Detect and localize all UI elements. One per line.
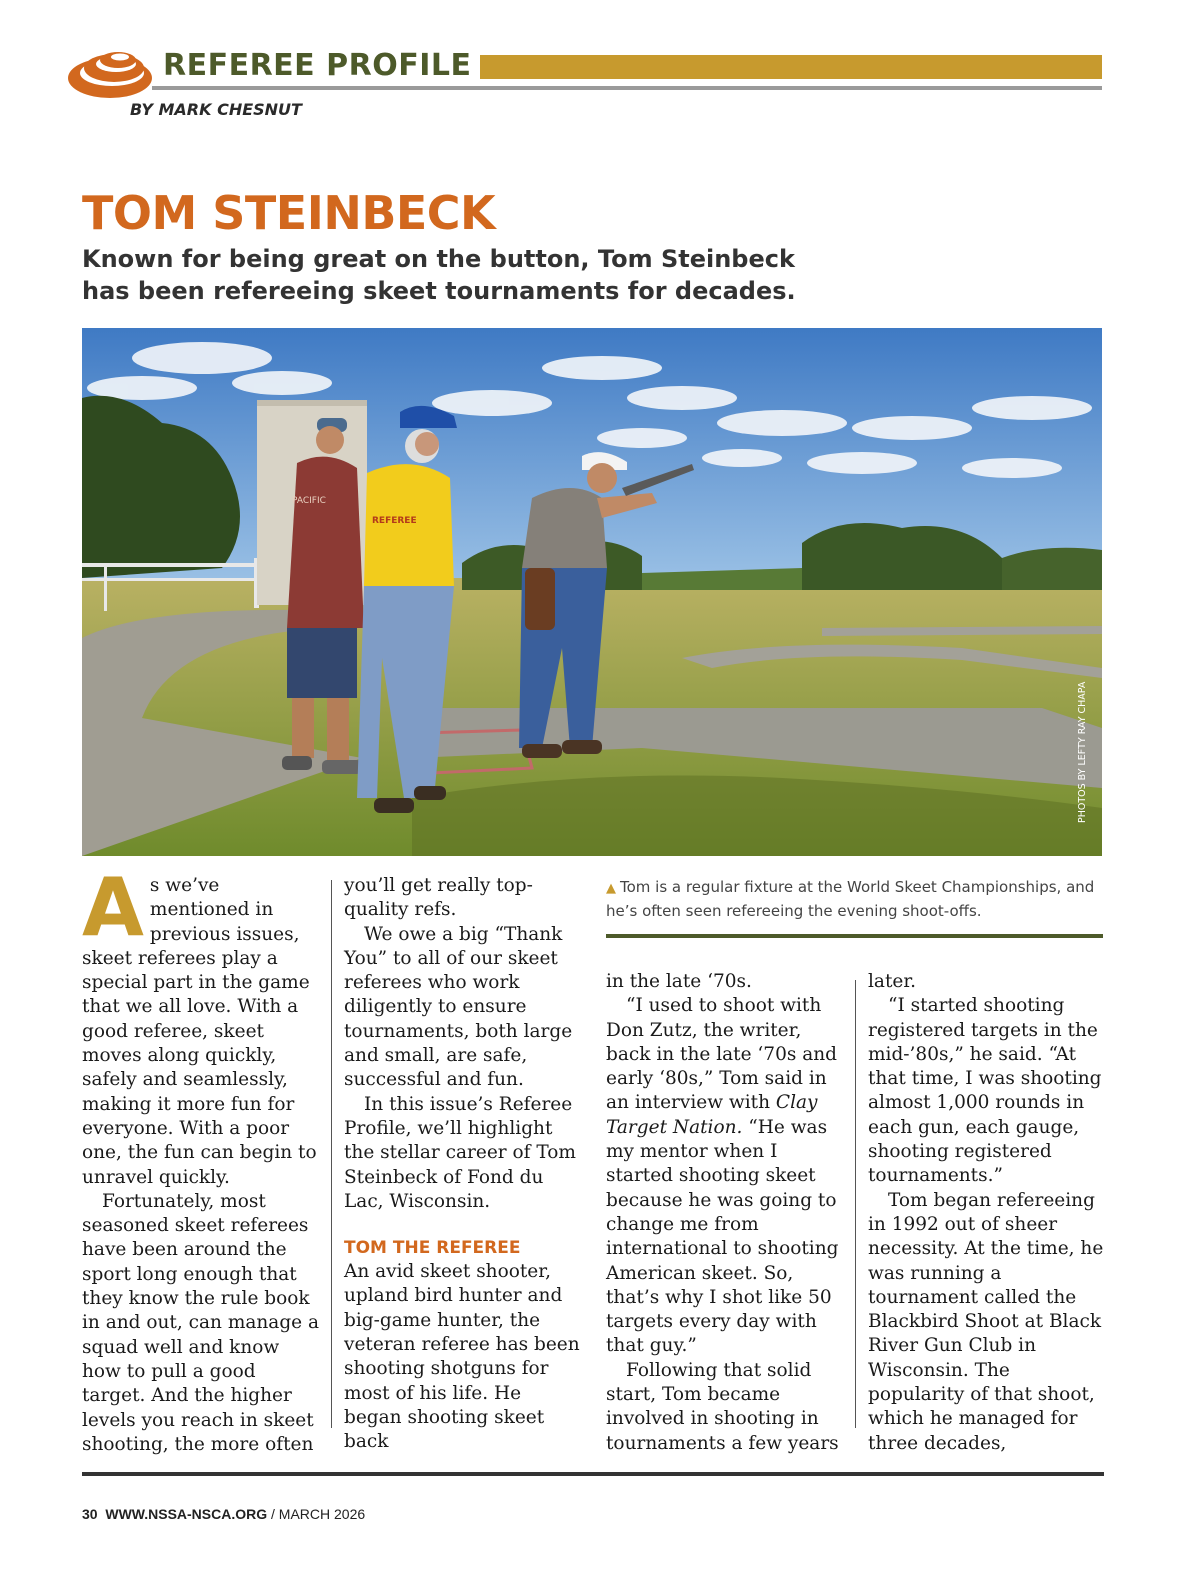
footer-rule xyxy=(82,1472,1104,1476)
body-paragraph: As we’ve mentioned in previous issues, skeet referees play a special part in the game that we all love. With a good referee, skeet moves along quickly, safely and seamlessly, making it more fun for everyone. With a poor one, the fun can begin to unravel quickly. xyxy=(82,861,317,1188)
subhead: TOM THE REFEREE xyxy=(344,1238,521,1259)
column-divider xyxy=(855,980,856,1428)
section-title: REFEREE PROFILE xyxy=(163,48,472,83)
body-paragraph: We owe a big “Thank You” to all of our skeet referees who work diligently to ensure tournaments, both large and small, are safe, successful and fun. xyxy=(344,923,573,1091)
body-paragraph: Tom began refereeing in 1992 out of sheer necessity. At the time, he was running a tournament called the Blackbird Shoot at Black River Gun Club in Wisconsin. The popularity of that shoot, which he managed for three decades, xyxy=(868,1189,1104,1454)
body-paragraph: in the late ‘70s. xyxy=(606,971,752,992)
body-column-2 xyxy=(344,874,582,1455)
svg-text:REFEREE: REFEREE xyxy=(372,516,417,526)
issue-date: / MARCH 2026 xyxy=(271,1506,366,1522)
body-paragraph: Following that solid start, Tom became involved in shooting in tournaments a few years xyxy=(606,1359,839,1454)
body-paragraph: Fortunately, most seasoned skeet referees have been around the sport long enough that they know the rule book in and out, can manage a squad well and know how to pull a good target. And the higher levels you reach in skeet shooting, the more often xyxy=(82,1190,320,1455)
article-headline: TOM STEINBECK xyxy=(82,186,496,240)
drop-cap: A xyxy=(82,861,144,954)
article-deck: Known for being great on the button, Tom Steinbeck has been refereeing skeet tournaments for decades. xyxy=(82,245,796,305)
footer-url[interactable]: WWW.NSSA-NSCA.ORG xyxy=(105,1506,268,1522)
caption-text: Tom is a regular fixture at the World Skeet Championships, and he’s often seen refereeing the evening shoot-offs. xyxy=(606,878,1095,920)
header-rule xyxy=(152,86,1102,90)
caption-rule xyxy=(606,934,1103,938)
clay-target-logo xyxy=(66,40,156,104)
skeet-field-photo xyxy=(82,328,1102,856)
body-column-3 xyxy=(606,970,844,1456)
photo-caption xyxy=(606,876,1102,922)
photo-credit: PHOTOS BY LEFTY RAY CHAPA xyxy=(1077,681,1088,823)
body-paragraph: “I started shooting registered targets in the mid-’80s,” he said. “At that time, I was shooting almost 1,000 rounds in each gun, each gauge, shooting registered tournaments.” xyxy=(868,995,1102,1187)
body-paragraph: “I used to shoot with Don Zutz, the writer, back in the late ‘70s and early ‘80s,” Tom said in an interview with Clay Target Nation. “He was my mentor when I started shooting skeet because he was going to change me from international to shooting American skeet. So, that’s why I shot like 50 targets every day with that guy.” xyxy=(606,995,839,1357)
svg-text:PACIFIC: PACIFIC xyxy=(292,496,326,506)
header-gold-bar xyxy=(480,55,1102,79)
column-divider xyxy=(331,880,332,1428)
body-paragraph: you’ll get really top-quality refs. xyxy=(344,875,533,921)
page-footer xyxy=(82,1506,365,1522)
body-paragraph: later. xyxy=(868,971,917,992)
body-column-1 xyxy=(82,861,320,1457)
body-paragraph: An avid skeet shooter, upland bird hunter and big-game hunter, the veteran referee has been shooting shotguns for most of his life. He began shooting skeet back xyxy=(344,1261,580,1453)
body-column-4 xyxy=(868,970,1104,1456)
body-paragraph: In this issue’s Referee Profile, we’ll highlight the stellar career of Tom Steinbeck of Fond du Lac, Wisconsin. xyxy=(344,1093,576,1212)
byline: BY MARK CHESNUT xyxy=(130,100,302,119)
page-number: 30 xyxy=(82,1506,98,1522)
publication-title: Clay Target Nation. xyxy=(606,1092,818,1138)
caption-triangle-icon: ▲ xyxy=(606,881,616,896)
